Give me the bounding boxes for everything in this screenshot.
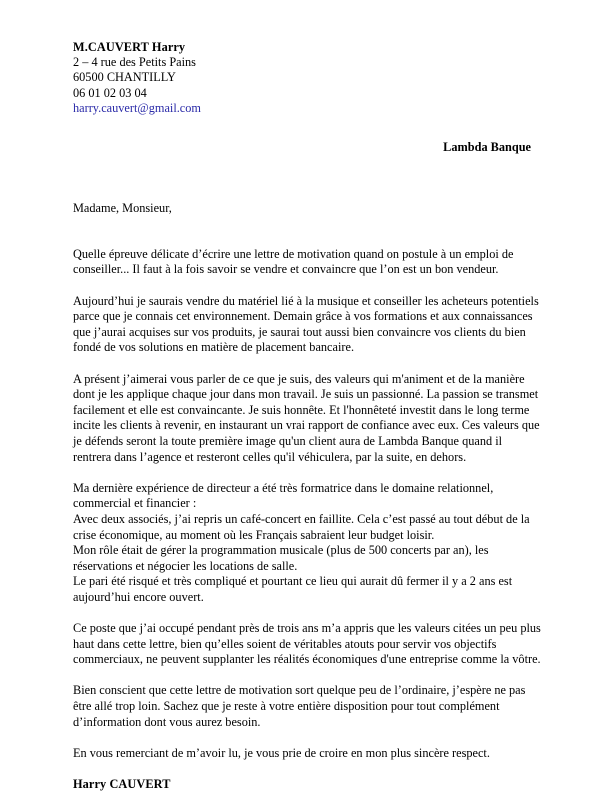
sender-city: 60500 CHANTILLY xyxy=(73,70,176,85)
paragraph-4-item-1: Avec deux associés, j’ai repris un café-concert en faillite. Cela c’est passé au tout début de la crise économique, au moment où les Français sabraient leur budget loisir. xyxy=(73,511,530,542)
paragraph-4-item-2: Mon rôle était de gérer la programmation musicale (plus de 500 concerts par an), les réservations et négocier les locations de salle. xyxy=(73,543,489,573)
sender-phone: 06 01 02 03 04 xyxy=(73,85,147,100)
paragraph-5: Ce poste que j’ai occupé pendant près de trois ans m’a appris que les valeurs citées un peu plus haut dans cette lettre, bien qu’elles soient de véritables atouts pour servir vos objectifs commerciaux, ne peuvent supplanter les réalités économiques d'une entreprise comme la vôtre. xyxy=(73,621,541,667)
sender-name: M.CAUVERT Harry xyxy=(73,40,186,54)
paragraph-4-item-3: Le pari été risqué et très compliqué et pourtant ce lieu qui aurait dû fermer il y a 2 ans est aujourd’hui encore ouvert. xyxy=(73,574,513,604)
paragraph-4-intro: Ma dernière expérience de directeur a été très formatrice dans le domaine relationnel, commercial et financier : xyxy=(73,480,494,511)
paragraph-3: A présent j’aimerai vous parler de ce que je suis, des valeurs qui m'animent et de la manière dont je les applique chaque jour dans mon travail. Je suis un passionné. La passion se transmet facilement et elle est convaincante. Je suis honnête. Et l'honnêteté investit dans le long terme incite les clients à revenir, en instaurant un vrai rapport de confiance avec eux. Ces valeurs que je défends seront la toute première image qu'un client aura de Lambda Banque quand il rentrera dans l’agence et resteront celles qu'il véhiculera, par la suite, en dehors. xyxy=(73,371,540,464)
paragraph-1: Quelle épreuve délicate d’écrire une lettre de motivation quand on postule à un emploi de conseiller... Il faut à la fois savoir se vendre et convaincre que l’on est un bon vendeur. xyxy=(73,246,514,277)
salutation: Madame, Monsieur, xyxy=(73,201,172,216)
paragraph-2: Aujourd’hui je saurais vendre du matériel lié à la musique et conseiller les acheteurs potentiels parce que je connais cet environnement. Demain grâce à vos formations et aux connaissances que j’aurai acquises sur vos produits, je saurai tout aussi bien convaincre vos clients du bien fondé de vos solutions en matière de placement bancaire. xyxy=(73,293,539,355)
recipient-company: Lambda Banque xyxy=(443,140,531,155)
paragraph-6: Bien conscient que cette lettre de motivation sort quelque peu de l’ordinaire, j’espère ne pas être allé trop loin. Sachez que je reste à votre entière disposition pour tout complément d’information dont vous aurez besoin. xyxy=(73,683,526,729)
sender-address-block xyxy=(73,40,541,116)
closing-paragraph: En vous remerciant de m’avoir lu, je vous prie de croire en mon plus sincère respect. xyxy=(73,745,490,760)
sender-street: 2 – 4 rue des Petits Pains xyxy=(73,55,196,70)
signature-name: Harry CAUVERT xyxy=(73,777,171,791)
sender-email-link[interactable]: harry.cauvert@gmail.com xyxy=(73,100,201,115)
letter-body xyxy=(73,201,541,792)
